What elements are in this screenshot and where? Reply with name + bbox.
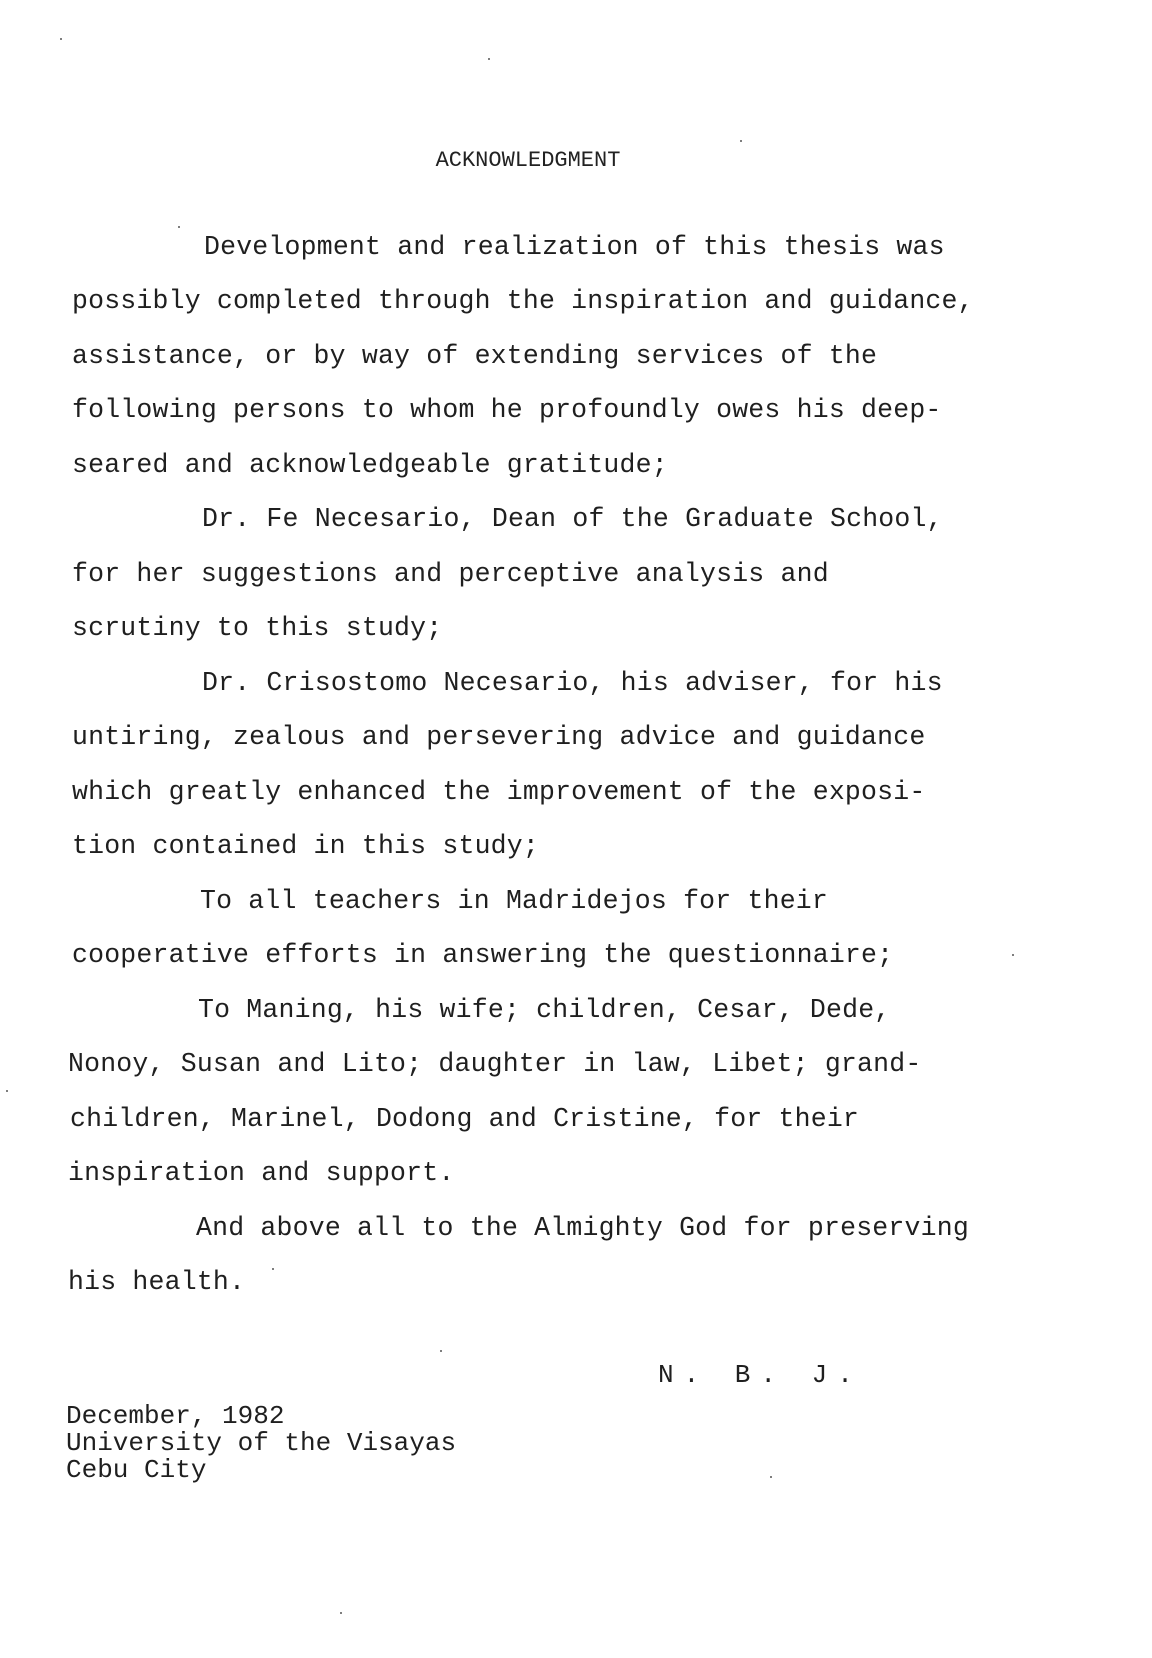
scan-speck	[340, 1612, 342, 1614]
body-line: assistance, or by way of extending services of the	[72, 341, 878, 371]
scan-speck	[178, 226, 180, 228]
footer-date: December, 1982	[66, 1401, 285, 1431]
body-line: his health.	[68, 1267, 246, 1297]
scan-speck	[1012, 954, 1014, 956]
scan-speck	[60, 38, 62, 40]
body-line: which greatly enhanced the improvement of the exposi-	[72, 777, 926, 807]
body-line: To Maning, his wife; children, Cesar, Dede,	[198, 995, 891, 1025]
body-line: Nonoy, Susan and Lito; daughter in law, Libet; grand-	[68, 1049, 922, 1079]
scan-speck	[440, 1350, 442, 1352]
body-line: Dr. Crisostomo Necesario, his adviser, for his	[202, 668, 943, 698]
body-line: Dr. Fe Necesario, Dean of the Graduate School,	[202, 504, 943, 534]
body-line: scrutiny to this study;	[72, 613, 443, 643]
body-line: To all teachers in Madridejos for their	[200, 886, 829, 916]
body-line: cooperative efforts in answering the questionnaire;	[72, 940, 894, 970]
footer-city: Cebu City	[66, 1455, 207, 1485]
signature-initials: N. B. J.	[658, 1360, 863, 1390]
body-line: possibly completed through the inspiration and guidance,	[72, 286, 974, 316]
body-line: Development and realization of this thesis was	[204, 232, 945, 262]
body-line: for her suggestions and perceptive analysis and	[72, 559, 829, 589]
body-line: following persons to whom he profoundly owes his deep-	[72, 395, 942, 425]
scan-speck	[740, 140, 742, 142]
body-line: tion contained in this study;	[72, 831, 539, 861]
body-line: seared and acknowledgeable gratitude;	[72, 450, 668, 480]
scan-speck	[770, 1476, 772, 1478]
page-title: ACKNOWLEDGMENT	[435, 148, 621, 173]
body-line: untiring, zealous and persevering advice and guidance	[72, 722, 926, 752]
body-line: And above all to the Almighty God for preserving	[196, 1213, 969, 1243]
body-line: children, Marinel, Dodong and Cristine, for their	[70, 1104, 860, 1134]
footer-institution: University of the Visayas	[66, 1428, 457, 1458]
body-line: inspiration and support.	[68, 1158, 455, 1188]
scan-speck	[6, 1090, 8, 1092]
scan-speck	[272, 1268, 274, 1270]
scan-speck	[488, 58, 490, 60]
